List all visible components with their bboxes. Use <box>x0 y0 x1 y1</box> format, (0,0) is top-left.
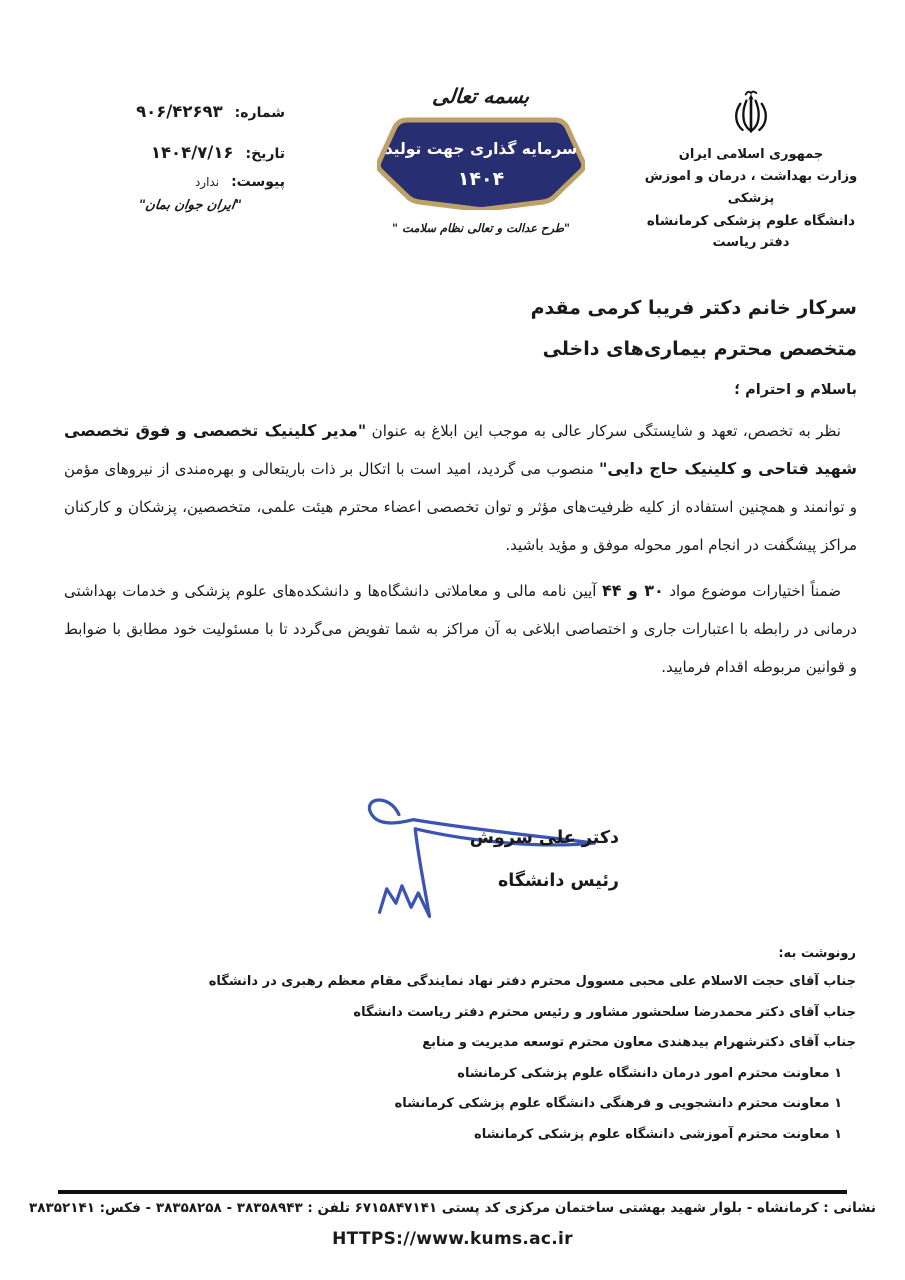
cc-section <box>60 946 856 1156</box>
iran-emblem-icon <box>728 88 774 138</box>
signature-block <box>348 784 623 944</box>
paragraph-delegation <box>64 572 857 686</box>
letter-date-row <box>95 143 285 162</box>
letter-attachment-row <box>95 174 285 190</box>
p1-appointed-title: "مدیر کلینیک تخصصی و فوق تخصصی شهید فتاحی و کلینیک حاج دایی" <box>64 421 857 478</box>
cc-list-item: جناب آقای دکترشهرام بیدهندی معاون محترم توسعه مدیریت و منابع <box>422 1035 856 1050</box>
salutation: باسلام و احترام ؛ <box>734 382 857 398</box>
recipient-name: سرکار خانم دکتر فریبا کرمی مقدم <box>530 297 857 319</box>
letter-body <box>64 288 857 686</box>
footer-address: نشانی : کرمانشاه - بلوار شهید بهشتی ساختمان مرکزی کد پستی ۶۷۱۵۸۴۷۱۴۱ تلفن : ۳۸۳۵۸۹۴۳ - ۳۸۳۵۸۲۵۸ - فکس: ۳۸۳۵۲۱۴۱ <box>29 1200 876 1216</box>
investment-1404-badge <box>377 116 585 210</box>
badge-title: سرمایه گذاری جهت تولید <box>384 140 578 158</box>
signer-identity <box>470 817 619 903</box>
signer-title: رئیس دانشگاه <box>497 871 619 891</box>
recipient-role: متخصص محترم بیماری‌های داخلی <box>542 338 857 360</box>
cc-list-item: ۱ معاونت محترم دانشجویی و فرهنگی دانشگاه علوم پزشکی کرمانشاه <box>394 1096 842 1111</box>
letter-attachment-value: ندارد <box>194 175 220 189</box>
p2-article-numbers: ۳۰ و ۴۴ <box>602 581 664 600</box>
bismillah-calligraphy: بسمه تعالی <box>431 84 531 108</box>
letter-attachment-label: پیوست: <box>231 174 285 190</box>
letter-number-row <box>95 102 285 121</box>
badge-shape-icon <box>377 116 585 210</box>
letter-number-value: ۹۰۶/۴۲۶۹۳ <box>136 102 223 121</box>
p1-text-before: نظر به تخصص، تعهد و شایستگی سرکار عالی به موجب این ابلاغ به عنوان <box>366 422 841 440</box>
cc-list-item: جناب آقای دکتر محمدرضا سلحشور مشاور و رئیس محترم دفتر ریاست دانشگاه <box>353 1004 856 1020</box>
iran-motto-calligraphy: "ایران جوان بمان" <box>137 198 243 213</box>
letterhead-ministry-block <box>625 88 877 254</box>
p2-text-before: ضمناً اختیارات موضوع مواد <box>663 582 841 600</box>
p2-text-after: آیین نامه مالی و معاملاتی دانشگاه‌ها و دانشکده‌های علوم پزشکی و خدمات بهداشتی درمانی در رابطه با اعتبارات جاری و اختصاصی ابلاغی به آن مراکز به شما تفویض می‌گردد تا با مسئولیت خود مطابق با ضوابط و قوانین مربوطه اقدام فرمایید. <box>64 582 857 676</box>
footer-website-url: HTTPS://www.kums.ac.ir <box>332 1229 573 1249</box>
cc-list-item: جناب آقای حجت الاسلام علی محبی مسوول محترم دفتر نهاد نمایندگی مقام معظم رهبری در دانشگاه <box>208 974 856 989</box>
cc-list <box>60 973 856 1144</box>
cc-heading: رونوشت به: <box>778 946 856 961</box>
letter-date-value: ۱۴۰۴/۷/۱۶ <box>150 143 234 162</box>
letterhead-ministry: وزارت بهداشت ، درمان و اموزش پزشکی <box>644 169 858 206</box>
letter-number-label: شماره: <box>234 105 285 121</box>
footer-divider <box>58 1190 847 1194</box>
health-plan-slogan: "طرح عدالت و تعالی نظام سلامت " <box>392 221 570 235</box>
cc-list-item: ۱ معاونت محترم آموزشی دانشگاه علوم پزشکی کرمانشاه <box>474 1126 842 1142</box>
paragraph-appointment <box>64 412 857 564</box>
letterhead-country: جمهوری اسلامی ایران <box>678 147 824 162</box>
p1-text-after: منصوب می گردید، امید است با اتکال بر ذات باریتعالی و بهره‌مندی از نیروهای مؤمن و توانمند و همچنین استفاده از کلیه ظرفیت‌های مؤثر و توان تخصصی اعضاء محترم هیئت علمی، متخصصین، پزشکان و کارکنان مراکز پیشگفت در انجام امور محوله موفق و مؤید باشید. <box>64 460 857 554</box>
letter-date-label: تاریخ: <box>245 146 285 162</box>
letter-meta-block <box>95 102 285 213</box>
cc-list-item: ۱ معاونت محترم امور درمان دانشگاه علوم پزشکی کرمانشاه <box>457 1065 842 1081</box>
letterhead-university: دانشگاه علوم پزشکی کرمانشاه <box>646 213 856 229</box>
letterhead-center-block <box>368 84 594 235</box>
signer-name: دکتر علی سروش <box>469 828 619 848</box>
badge-year: ۱۴۰۴ <box>457 168 505 190</box>
letterhead-office: دفتر ریاست <box>712 235 790 250</box>
